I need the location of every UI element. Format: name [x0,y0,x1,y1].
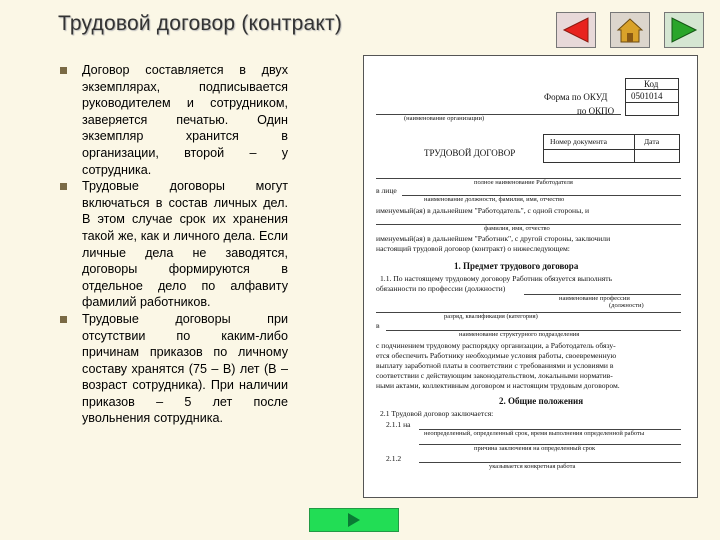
unit-caption: наименование структурного подразделения [459,331,580,338]
name-caption: фамилия, имя, отчество [484,225,550,232]
clause-2-1: 2.1 Трудовой договор заключается: [380,409,494,418]
in-prefix: в [376,321,380,330]
square-bullet-icon [60,67,67,74]
duties-line-5: ными актами, коллективным договором и настоящим трудовым договором. [376,381,620,390]
date-cell: Дата [634,134,680,150]
section-1-heading: 1. Предмет трудового договора [454,261,579,271]
term-caption: неопределенный, определенный срок, время выполнения определенной работы [424,430,645,437]
arrow-right-icon [669,16,699,44]
page-title: Трудовой договор (контракт) [58,12,343,35]
previous-slide-button[interactable] [556,12,596,48]
home-icon [615,16,645,44]
qualification-caption: (должности) [609,302,644,309]
home-button[interactable] [610,12,650,48]
bottom-next-button[interactable] [309,508,399,532]
employee-line-2: настоящий трудовой договор (контракт) о нижеследующем: [376,244,570,253]
employee-line-1: именуемый(ая) в дальнейшем "Работник", с другой стороны, заключили [376,234,611,243]
bullet-item: Трудовые договоры при отсутствии по каким-либо причинам приказов по личному составу хранятся (75 – В) лет (В – возраст сотрудника). При наличии приказов – 5 лет после увольнения сотрудника. [60,311,288,427]
employer-line: именуемый(ая) в дальнейшем "Работодатель", с одной стороны, и [376,206,590,215]
section-2-heading: 2. Общие положения [499,396,584,406]
reason-caption: причина заключения на определенный срок [474,445,596,452]
clause-2-1-1: 2.1.1 на [386,420,411,429]
duties-line-3: выплату заработной платы в соответствии с требованиями и условиями в [376,361,614,370]
org-caption: (наименование организации) [404,115,485,122]
clause-2-1-2: 2.1.2 [386,454,402,463]
arrow-right-icon [345,512,363,528]
bullet-list [60,62,288,427]
next-slide-button[interactable] [664,12,704,48]
duties-line-1: с подчинением трудовому распорядку организации, а Работодатель обязу- [376,341,616,350]
duties-line-4: соответствии с действующим законодательством, локальными норматив- [376,371,613,380]
date-value-cell [634,149,680,163]
term-work-caption: указывается конкретная работа [489,463,576,470]
clause-1-1-cont: обязанности по профессии (должности) [376,284,506,293]
in-person-label: в лице [376,186,397,195]
arrow-left-icon [561,16,591,44]
employment-contract-form [363,55,698,498]
profession-caption: наименование профессии [559,295,630,302]
position-caption: наименование должности, фамилия, имя, отчество [424,196,565,203]
bullet-item: Договор составляется в двух экземплярах, подписывается руководителем и сотрудником, заверяется печатью. Один экземпляр хранится в организации, второй – у сотрудника. [60,62,288,178]
clause-1-1: 1.1. По настоящему трудовому договору Работник обязуется выполнять [380,274,613,283]
square-bullet-icon [60,316,67,323]
okud-label: Форма по ОКУД [544,92,608,102]
doc-number-value-cell [543,149,635,163]
square-bullet-icon [60,183,67,190]
doc-title: ТРУДОВОЙ ДОГОВОР [424,148,516,158]
rank-caption: разряд, квалификация (категория) [444,313,538,320]
code-header-cell: Код [625,78,679,90]
doc-number-cell: Номер документа [543,134,635,150]
employer-caption: полное наименование Работодателя [474,179,573,186]
okpo-code-cell [625,102,679,116]
bullet-item: Трудовые договоры могут включаться в состав личных дел. В этом случае срок их хранения такой же, как и личного дела. Если личные дела не заводятся, договоры формируются в отдельное дело по алфавиту фамилий работников. [60,178,288,311]
okpo-label: по ОКПО [577,106,615,116]
duties-line-2: ется обеспечить Работнику необходимые условия работы, своевременную [376,351,617,360]
okud-code-cell: 0501014 [625,89,679,103]
